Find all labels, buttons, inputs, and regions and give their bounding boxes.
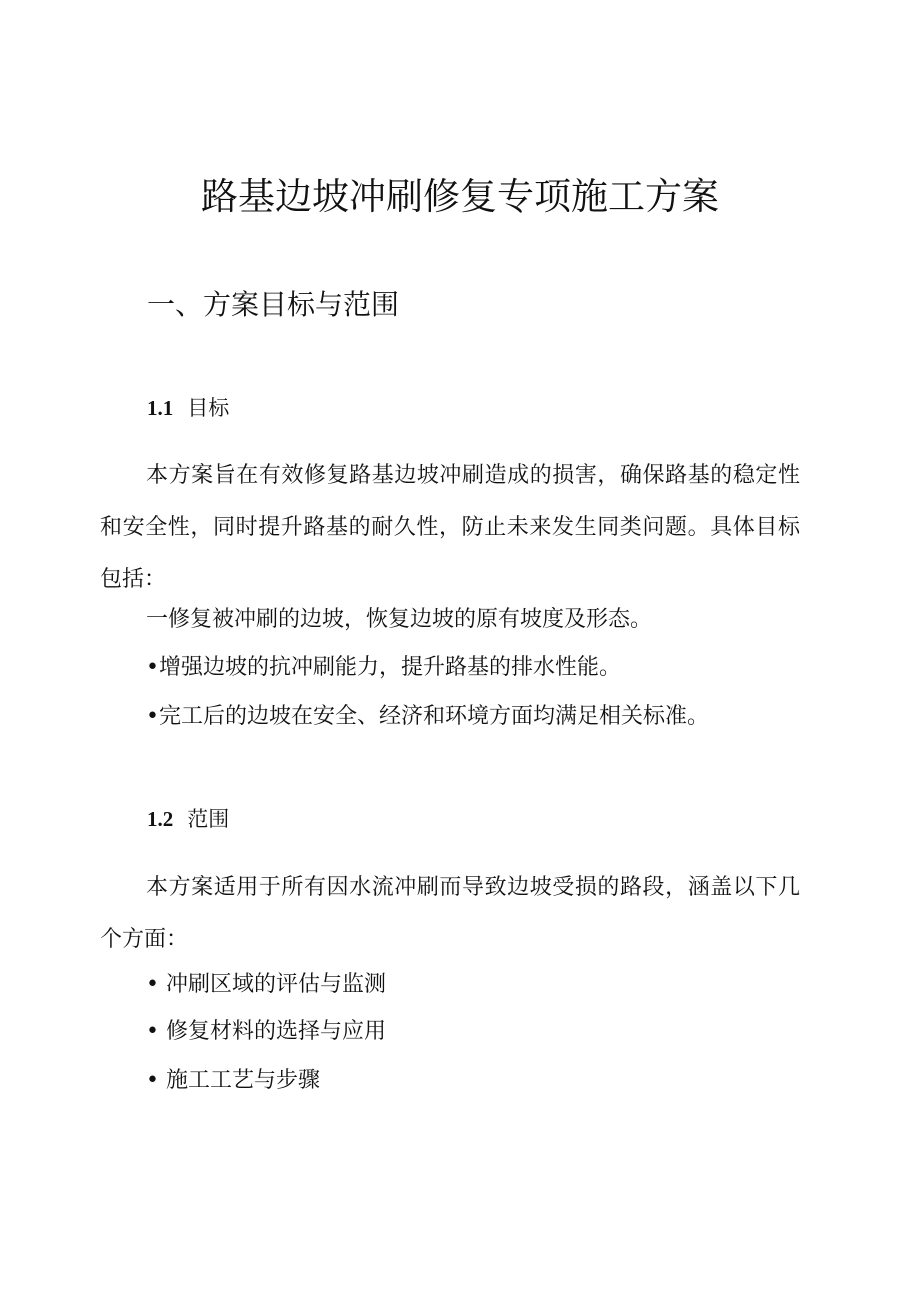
scope-list-item: • 施工工艺与步骤 [146,1068,320,1093]
goals-list-item: •增强边坡的抗冲刷能力，提升路基的排水性能。 [146,655,621,680]
goals-paragraph: 本方案旨在有效修复路基边坡冲刷造成的损害，确保路基的稳定性和安全性，同时提升路基的耐久性，防止未来发生同类问题。具体目标包括： [100,463,800,592]
subsection-number: 1.1 [147,396,174,420]
subsection-heading-scope [147,804,229,834]
scope-paragraph: 本方案适用于所有因水流冲刷而导致边坡受损的路段，涵盖以下几个方面： [100,875,800,952]
goals-list-item: •完工后的边坡在安全、经济和环境方面均满足相关标准。 [146,704,709,729]
scope-list-item: • 修复材料的选择与应用 [146,1019,386,1044]
subsection-number: 1.2 [147,807,174,831]
document-title: 路基边坡冲刷修复专项施工方案 [201,175,719,218]
subsection-label: 范围 [187,807,230,831]
scope-list-item: • 冲刷区域的评估与监测 [146,972,386,997]
goals-list-item: 一修复被冲刷的边坡，恢复边坡的原有坡度及形态。 [146,607,653,632]
subsection-label: 目标 [187,396,230,420]
subsection-heading-goals [147,393,229,423]
section-heading: 一、方案目标与范围 [147,288,400,321]
